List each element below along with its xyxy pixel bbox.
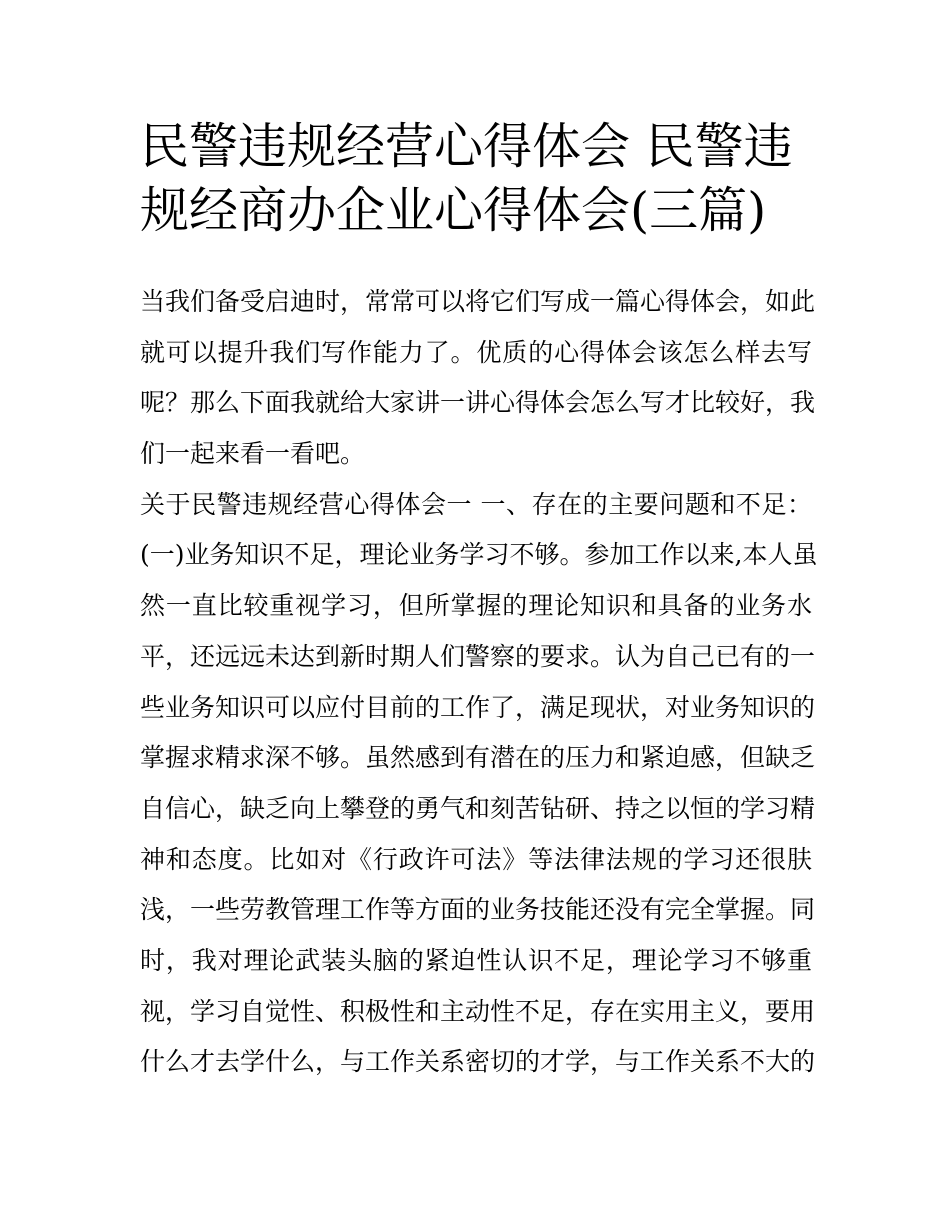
body-line: 什么才去学什么，与工作关系密切的才学，与工作关系不大的 xyxy=(140,1047,816,1077)
body-line: 自信心，缺乏向上攀登的勇气和刻苦钻研、持之以恒的学习精 xyxy=(140,793,816,823)
body-line: 浅，一些劳教管理工作等方面的业务技能还没有完全掌握。同 xyxy=(140,895,816,925)
body-line: 神和态度。比如对《行政许可法》等法律法规的学习还很肤 xyxy=(140,844,812,874)
title-line-1: 民警违规经营心得体会 民警违 xyxy=(140,118,793,175)
body-line: 呢？那么下面我就给大家讲一讲心得体会怎么写才比较好，我 xyxy=(140,388,816,418)
body-line: 就可以提升我们写作能力了。优质的心得体会该怎么样去写 xyxy=(140,337,812,367)
body-line: 视，学习自觉性、积极性和主动性不足，存在实用主义，要用 xyxy=(140,996,816,1026)
body-line: 们一起来看一看吧。 xyxy=(140,439,366,469)
body-line: 时，我对理论武装头脑的紧迫性认识不足，理论学习不够重 xyxy=(140,945,812,975)
body-line: 当我们备受启迪时，常常可以将它们写成一篇心得体会，如此 xyxy=(140,287,816,316)
document-title xyxy=(140,115,810,243)
body-line: 掌握求精求深不够。虽然感到有潜在的压力和紧迫感，但缺乏 xyxy=(140,743,816,773)
body-line: 平，还远远未达到新时期人们警察的要求。认为自己已有的一 xyxy=(140,641,816,671)
title-line-2: 规经商办企业心得体会(三篇) xyxy=(140,182,767,239)
body-line: (一)业务知识不足，理论业务学习不够。参加工作以来,本人虽 xyxy=(140,540,818,570)
body-line: 些业务知识可以应付目前的工作了，满足现状，对业务知识的 xyxy=(140,692,816,722)
body-line: 然一直比较重视学习，但所掌握的理论知识和具备的业务水 xyxy=(140,591,812,621)
body-line: 关于民警违规经营心得体会一 一、存在的主要问题和不足： xyxy=(140,489,812,519)
document-body xyxy=(140,280,818,1091)
